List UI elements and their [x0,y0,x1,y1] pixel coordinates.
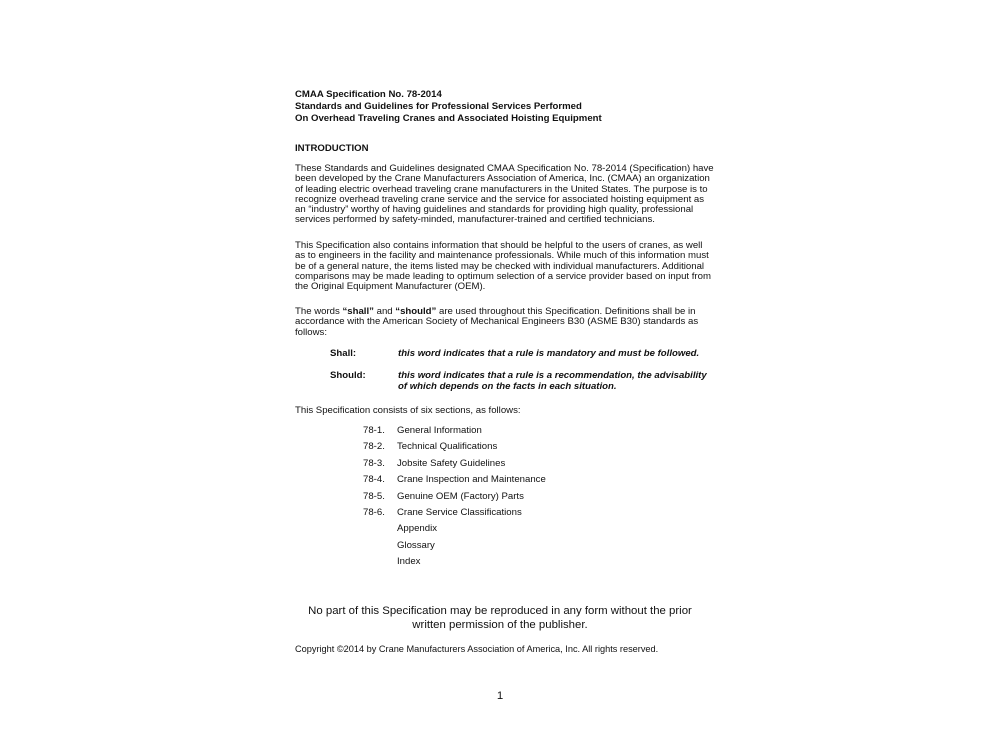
toc-number: 78-2. [363,441,385,453]
spec-title-line-1: Standards and Guidelines for Professional Services Performed [295,101,582,113]
should-keyword: “should” [395,306,437,317]
toc-label: Index [397,556,421,568]
definition-description: this word indicates that a rule is mandatory and must be followed. [398,348,700,359]
document-header [295,89,602,126]
definition-term: Should: [330,370,366,381]
p3-text-b: and [373,306,396,317]
toc-number: 78-3. [363,457,385,469]
definition-description: this word indicates that a rule is a recommendation, the advisability of which depends on the facts in each situation. [398,370,707,392]
page-number: 1 [496,690,504,702]
spec-title-line-2: On Overhead Traveling Cranes and Associated Hoisting Equipment [295,113,602,125]
intro-paragraph-3 [295,307,715,338]
reproduction-notice: No part of this Specification may be reproduced in any form without the prior written permission of the publisher. [308,605,692,631]
definition-term: Shall: [330,348,357,359]
toc-label: Jobsite Safety Guidelines [397,457,506,469]
spec-number: CMAA Specification No. 78-2014 [295,89,442,100]
shall-keyword: “shall” [342,306,374,317]
toc-label: General Information [397,425,482,436]
copyright-line: Copyright ©2014 by Crane Manufacturers Association of America, Inc. All rights reserved. [295,644,659,654]
sections-intro: This Specification consists of six sections, as follows: [295,405,521,416]
toc-number: 78-5. [363,490,385,502]
p3-text-c: are used throughout this Specification. Definitions shall be in accordance with the American Society of Mechanical Engineers B30 (ASME B30) standards as follows: [295,306,699,338]
toc-number: 78-1. [363,425,385,436]
section-title: INTRODUCTION [295,143,369,154]
toc-label: Glossary [397,539,435,551]
toc-label: Appendix [397,523,438,535]
intro-paragraph-1: These Standards and Guidelines designated CMAA Specification No. 78-2014 (Specification) have been developed by the Crane Manufacturers Association of America, Inc. (CMAA) an organization of leading electric overhead traveling crane manufacturers in the United States. The purpose is to recognize overhead traveling crane service and the service for associated hoisting equipment as an “industry” worthy of having guidelines and standards for providing high quality, professional services performed by safety-minded, manufacturer-trained and certified technicians. [295,163,714,226]
toc-label: Crane Service Classifications [397,506,522,518]
toc-number: 78-6. [363,506,385,518]
toc-label: Technical Qualifications [397,441,498,453]
toc-label: Genuine OEM (Factory) Parts [397,490,524,502]
toc-label: Crane Inspection and Maintenance [397,474,546,486]
toc-number: 78-4. [363,474,385,486]
p3-text-a: The words [295,306,343,317]
intro-paragraph-2: This Specification also contains information that should be helpful to the users of cranes, as well as to engineers in the facility and maintenance professionals. While much of this information must be of a general nature, the items listed may be checked with individual manufacturers. Additional comparisons may be made leading to optimum selection of a service provider based on input from the Original Equipment Manufacturer (OEM). [295,240,711,293]
